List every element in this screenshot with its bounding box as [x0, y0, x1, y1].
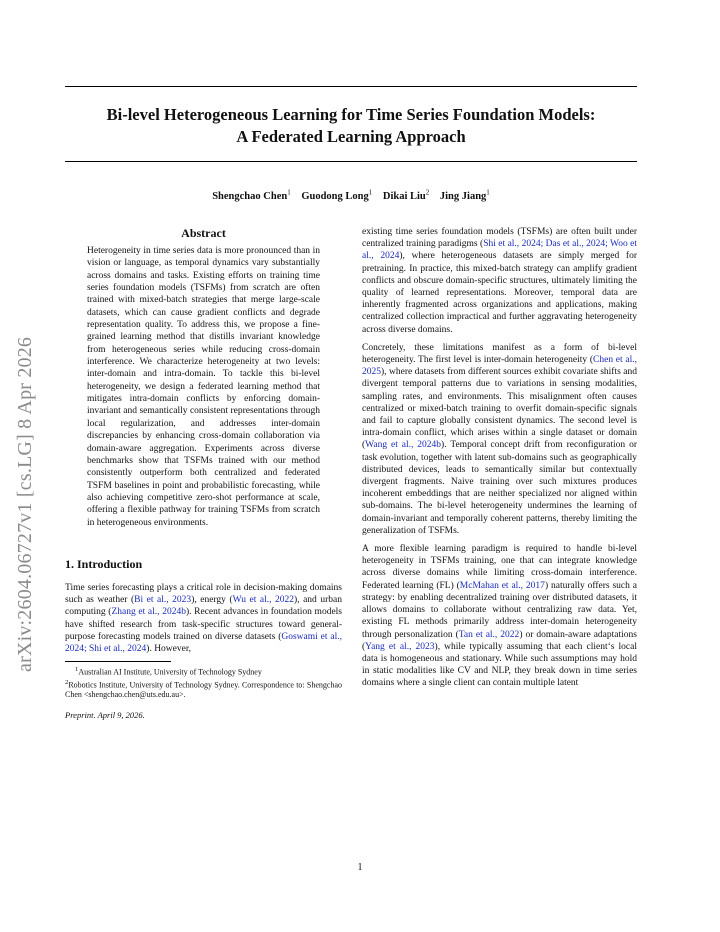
citation-link[interactable]: Wang et al., 2024b — [365, 440, 442, 451]
citation-link[interactable]: Shi et al., 2024; Das et al., 2024; Woo et al., 2024 — [362, 239, 637, 262]
preprint-date: Preprint. April 9, 2026. — [65, 710, 145, 721]
body-text: ) or domain-aware adaptations ( — [362, 629, 637, 652]
intro-paragraph-4 — [362, 543, 637, 689]
page-number: 1 — [357, 862, 363, 873]
right-column — [362, 226, 637, 690]
citation-link[interactable]: McMahan et al., 2017 — [459, 580, 545, 591]
footnote-affiliation-1: $^1$Australian AI Institute, University of Technology Sydney — [75, 666, 262, 677]
intro-paragraph-1 — [65, 582, 342, 655]
intro-paragraph-2 — [362, 226, 637, 336]
section-heading-introduction: 1. Introduction — [65, 556, 143, 571]
title-top-rule — [65, 86, 637, 87]
citation-link[interactable]: Tan et al., 2022 — [458, 629, 520, 640]
body-text: ), where heterogeneous datasets are simply merged for pretraining. In practice, this mixed-batch strategy can amplify gradient conflicts and obscure domain-specific structures, ultimately limiting the quality of learned representations. Moreover, temporal data are inherently fragmented across organizations and applications, making centralized collection impractical and further aggravating heterogeneity across diverse domains. — [362, 251, 637, 335]
citation-link[interactable]: Bi et al., 2023 — [134, 595, 192, 606]
body-text: ), and urban computing ( — [65, 595, 342, 618]
paper-title-line1: Bi-level Heterogeneous Learning for Time Series Foundation Models: — [106, 105, 596, 124]
footnote-affiliation-2: $^2$Robotics Institute, University of Technology Sydney. Correspondence to: Shengchao Chen <shengchao.chen@uts.edu.au>. — [65, 678, 342, 700]
citation-link[interactable]: Zhang et al., 2024b — [111, 607, 186, 618]
abstract-heading: Abstract — [181, 226, 226, 240]
intro-paragraph-3 — [362, 342, 637, 537]
body-text: ). Temporal concept drift from reconfiguration or task evolution, together with latent sub-domains such as geographically distributed devices, leads to semantically similar but contextually divergent fragments. Naive training over such mixtures produces incoherent embeddings that are neither specialized nor aligned within sub-domains. The bi-level heterogeneity undermines the learning of domain-invariant and temporally coherent patterns, thereby limiting the generalization of TSFMs. — [362, 440, 637, 536]
body-text: ) naturally offers such a strategy: by enabling decentralized training over distributed datasets, it allows domains to collaborate without centralizing raw data. Yet, existing FL methods primarily address inter-domain heterogeneity through personalization ( — [362, 580, 637, 640]
body-text: ), energy ( — [191, 595, 233, 606]
author: Shengchao Chen$^1$ — [212, 188, 291, 202]
arxiv-identifier: arXiv:2604.06727v1 [cs.LG] 8 Apr 2026 — [14, 336, 36, 672]
body-text: A more flexible learning paradigm is required to handle bi-level heterogeneity in TSFMs training, one that can integrate knowledge across diverse domains while limiting cross-domain interference. Federated learning (FL) ( — [362, 544, 637, 591]
citation-link[interactable]: Chen et al., 2025 — [362, 355, 637, 378]
body-text: ), while typically assuming that each client‘s local data is homogeneous and stationary. While such assumptions may hold in static modalities like CV and NLP, they break down in time series domains where a single client can contain multiple latent — [362, 641, 637, 689]
citation-link[interactable]: Wu et al., 2022 — [232, 595, 295, 606]
body-text: Concretely, these limitations manifest as a form of bi-level heterogeneity. The first level is inter-domain heterogeneity ( — [362, 342, 637, 366]
footnote-rule — [65, 661, 171, 662]
body-text: ). Recent advances in foundation models have shifted research from task-specific structures toward general-purpose forecasting models trained on diverse datasets ( — [65, 607, 342, 642]
body-text: existing time series foundation models (TSFMs) are often built under centralized training paradigms ( — [362, 227, 637, 250]
paper-title-line2: A Federated Learning Approach — [236, 127, 466, 146]
abstract-body: Heterogeneity in time series data is more pronounced than in vision or language, as temporal dynamics vary substantially across domains and tasks. Existing efforts on training time series foundation models (TSFMs) from scratch are often trained with mixed-batch strategies that merge large-scale datasets, which can cause gradient conflicts and degrade representation quality. To address this, we propose a fine-grained learning method that distills invariant knowledge from heterogeneous series while reducing cross-domain interference. We characterize heterogeneity at two levels: inter-domain and intra-domain. To tackle this bi-level heterogeneity, we design a federated learning method that mitigates intra-domain conflicts by enforcing domain-invariant and semantically consistent representations through local regularization, and addresses inter-domain discrepancies by enhancing cross-domain collaboration via domain-aware aggregation. Experiments across diverse benchmarks show that TSFMs trained with our method consistently outperform both centralized and federated TSFM baselines in point and probabilistic forecasting, while also achieving competitive zero-shot performance at scale, offering a flexible pathway for training TSFMs from scratch in heterogeneous environments. — [87, 246, 320, 528]
author: Jing Jiang$^1$ — [439, 188, 490, 202]
author-list — [65, 188, 637, 202]
left-column — [65, 226, 342, 720]
title-bottom-rule — [65, 161, 637, 162]
author: Dikai Liu$^2$ — [382, 188, 430, 202]
citation-link[interactable]: Goswami et al., 2024; Shi et al., 2024 — [65, 631, 342, 654]
body-text: ). However, — [146, 643, 192, 654]
citation-link[interactable]: Yang et al., 2023 — [365, 641, 435, 652]
author: Guodong Long$^1$ — [301, 188, 373, 202]
body-text: ), where datasets from different sources exhibit covariate shifts and divergent temporal patterns due to variations in sensing modalities, sampling rates, and environments. This misalignment often causes centralized or mixed-batch training to overfit domain-specific signals and fail to capture globally consistent dynamics. The second level is intra-domain conflict, which arises within a single dataset or domain ( — [362, 367, 637, 451]
body-text: Time series forecasting plays a critical role in decision-making domains such as weather ( — [65, 582, 342, 606]
